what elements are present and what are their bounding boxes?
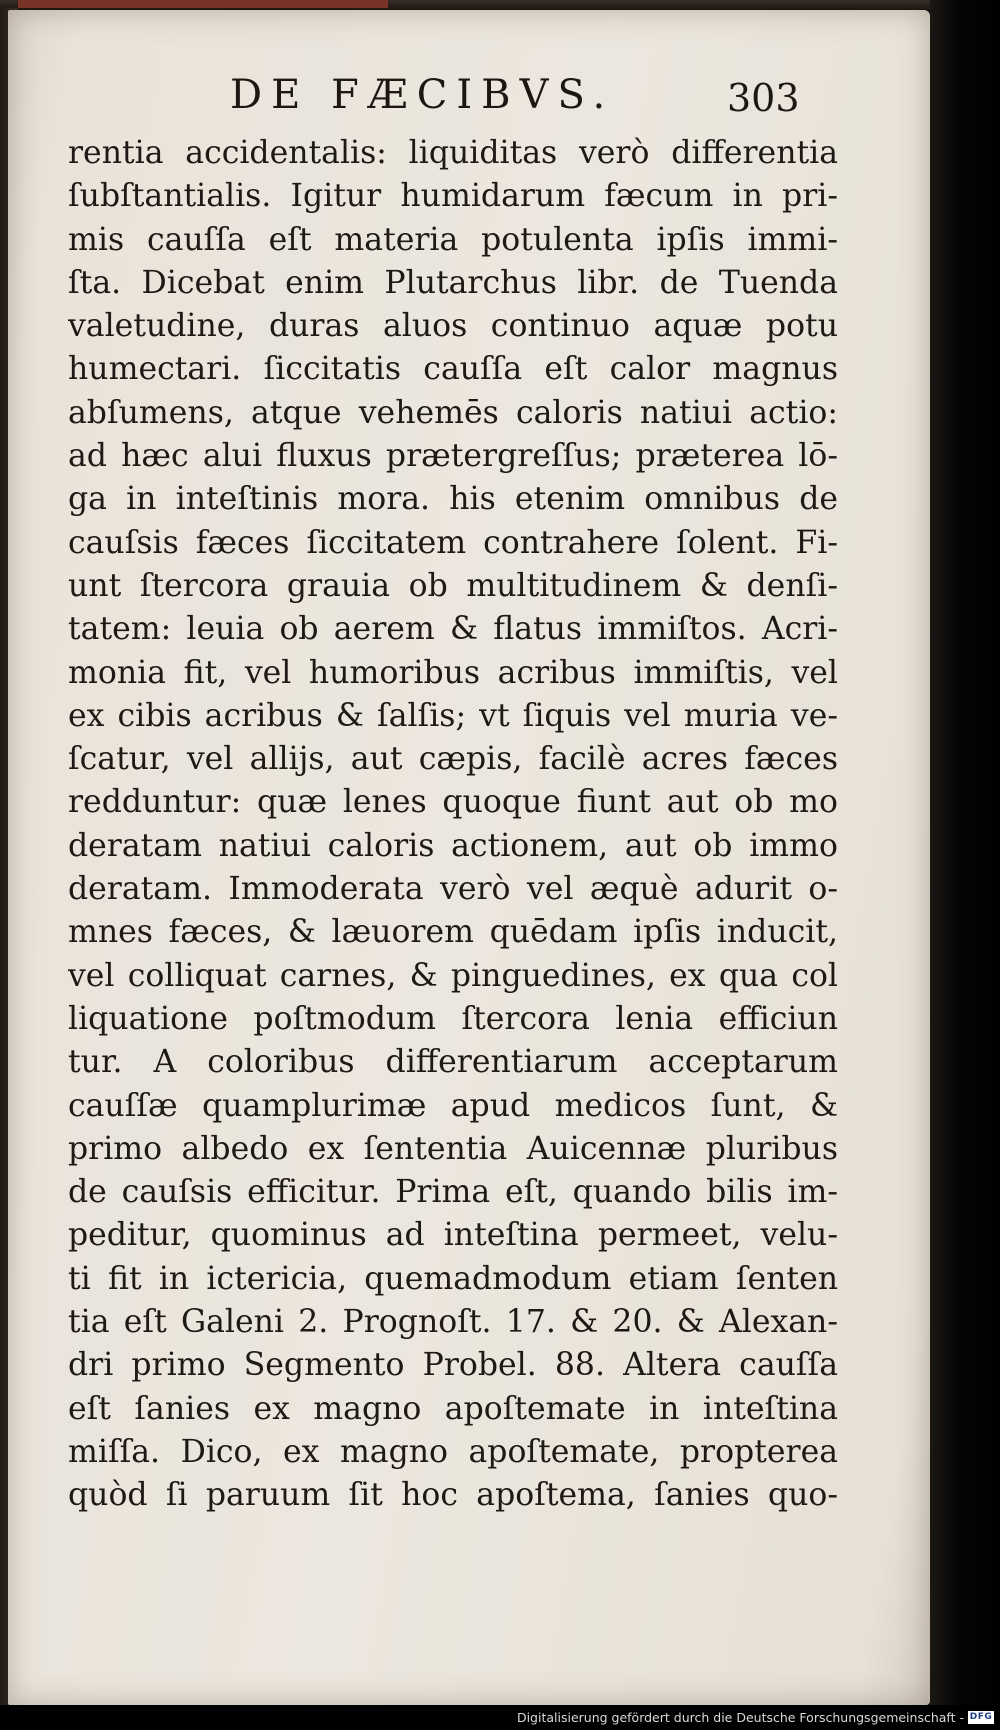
text-line: mis cauſſa eſt materia potulenta ipſis immi- <box>68 221 838 258</box>
text-line: peditur, quominus ad inteſtina permeet, velu- <box>68 1217 838 1254</box>
running-head-title: DE FÆCIBVS. <box>230 72 615 118</box>
text-line: abſumens, atque vehemēs caloris natiui actio: <box>68 394 838 431</box>
text-line: tur. A coloribus differentiarum acceptarum <box>68 1044 838 1081</box>
text-line: miſſa. Dico, ex magno apoſtemate, propterea <box>68 1433 838 1470</box>
text-line: cauſsis fæces ſiccitatem contrahere ſolent. Fi- <box>68 524 838 561</box>
book-binding-strip <box>18 0 388 8</box>
text-line: rentia accidentalis: liquiditas verò differentia <box>68 135 838 171</box>
text-line: eſt ſanies ex magno apoſtemate in inteſtina <box>68 1390 838 1427</box>
text-line: quòd ſi paruum ſit hoc apoſtema, ſanies quo- <box>68 1477 838 1514</box>
text-line: deratam. Immoderata verò vel æquè adurit o- <box>68 871 838 908</box>
text-line: primo albedo ex ſententia Auicennæ pluribus <box>68 1130 838 1167</box>
running-head <box>230 72 800 128</box>
text-line: tia eſt Galeni 2. Prognoſt. 17. & 20. & Alexan- <box>68 1304 838 1341</box>
text-line: liquatione poſtmodum ſtercora lenia efficiun <box>68 1000 838 1037</box>
text-line: ſta. Dicebat enim Plutarchus libr. de Tuenda <box>68 264 838 301</box>
text-line: ga in inteſtinis mora. his etenim omnibus de <box>68 481 838 518</box>
page-number: 303 <box>727 76 800 120</box>
text-line: tatem: leuia ob aerem & flatus immiſtos. Acri- <box>68 611 838 648</box>
text-line: ſcatur, vel allijs, aut cæpis, facilè acres fæces <box>68 741 838 778</box>
text-line: humectari. ſiccitatis cauſſa eſt calor magnus <box>68 351 838 388</box>
text-line: ad hæc alui fluxus prætergreſſus; præterea lō- <box>68 438 838 475</box>
text-line: valetudine, duras aluos continuo aquæ potu <box>68 308 838 345</box>
body-text <box>68 132 838 1518</box>
text-line: mnes fæces, & læuorem quēdam ipſis inducit, <box>68 914 838 951</box>
text-line: cauſſæ quamplurimæ apud medicos ſunt, & <box>68 1087 838 1124</box>
text-line: ſubſtantialis. Igitur humidarum fæcum in pri- <box>68 178 838 215</box>
funding-credit: Digitalisierung gefördert durch die Deutsche Forschungsgemeinschaft - <box>516 1710 964 1725</box>
book-page <box>8 10 930 1705</box>
dfg-logo-icon: DFG <box>969 1712 993 1722</box>
text-line: redduntur: quæ lenes quoque fiunt aut ob mo <box>68 784 838 821</box>
text-line: ti fit in ictericia, quemadmodum etiam ſenten <box>68 1260 838 1297</box>
book-right-edge <box>930 0 1000 1730</box>
text-line: de cauſsis efficitur. Prima eſt, quando bilis im- <box>68 1174 838 1211</box>
digitization-footer <box>0 1705 1000 1730</box>
text-line: ex cibis acribus & ſalſis; vt ſiquis vel muria ve- <box>68 697 838 734</box>
text-line: unt ſtercora grauia ob multitudinem & denſi- <box>68 567 838 604</box>
text-line: monia fit, vel humoribus acribus immiſtis, vel <box>68 654 838 691</box>
text-line: dri primo Segmento Probel. 88. Altera cauſſa <box>68 1347 838 1384</box>
text-line: vel colliquat carnes, & pinguedines, ex qua col <box>68 957 838 994</box>
text-line: deratam natiui caloris actionem, aut ob immo <box>68 827 838 864</box>
